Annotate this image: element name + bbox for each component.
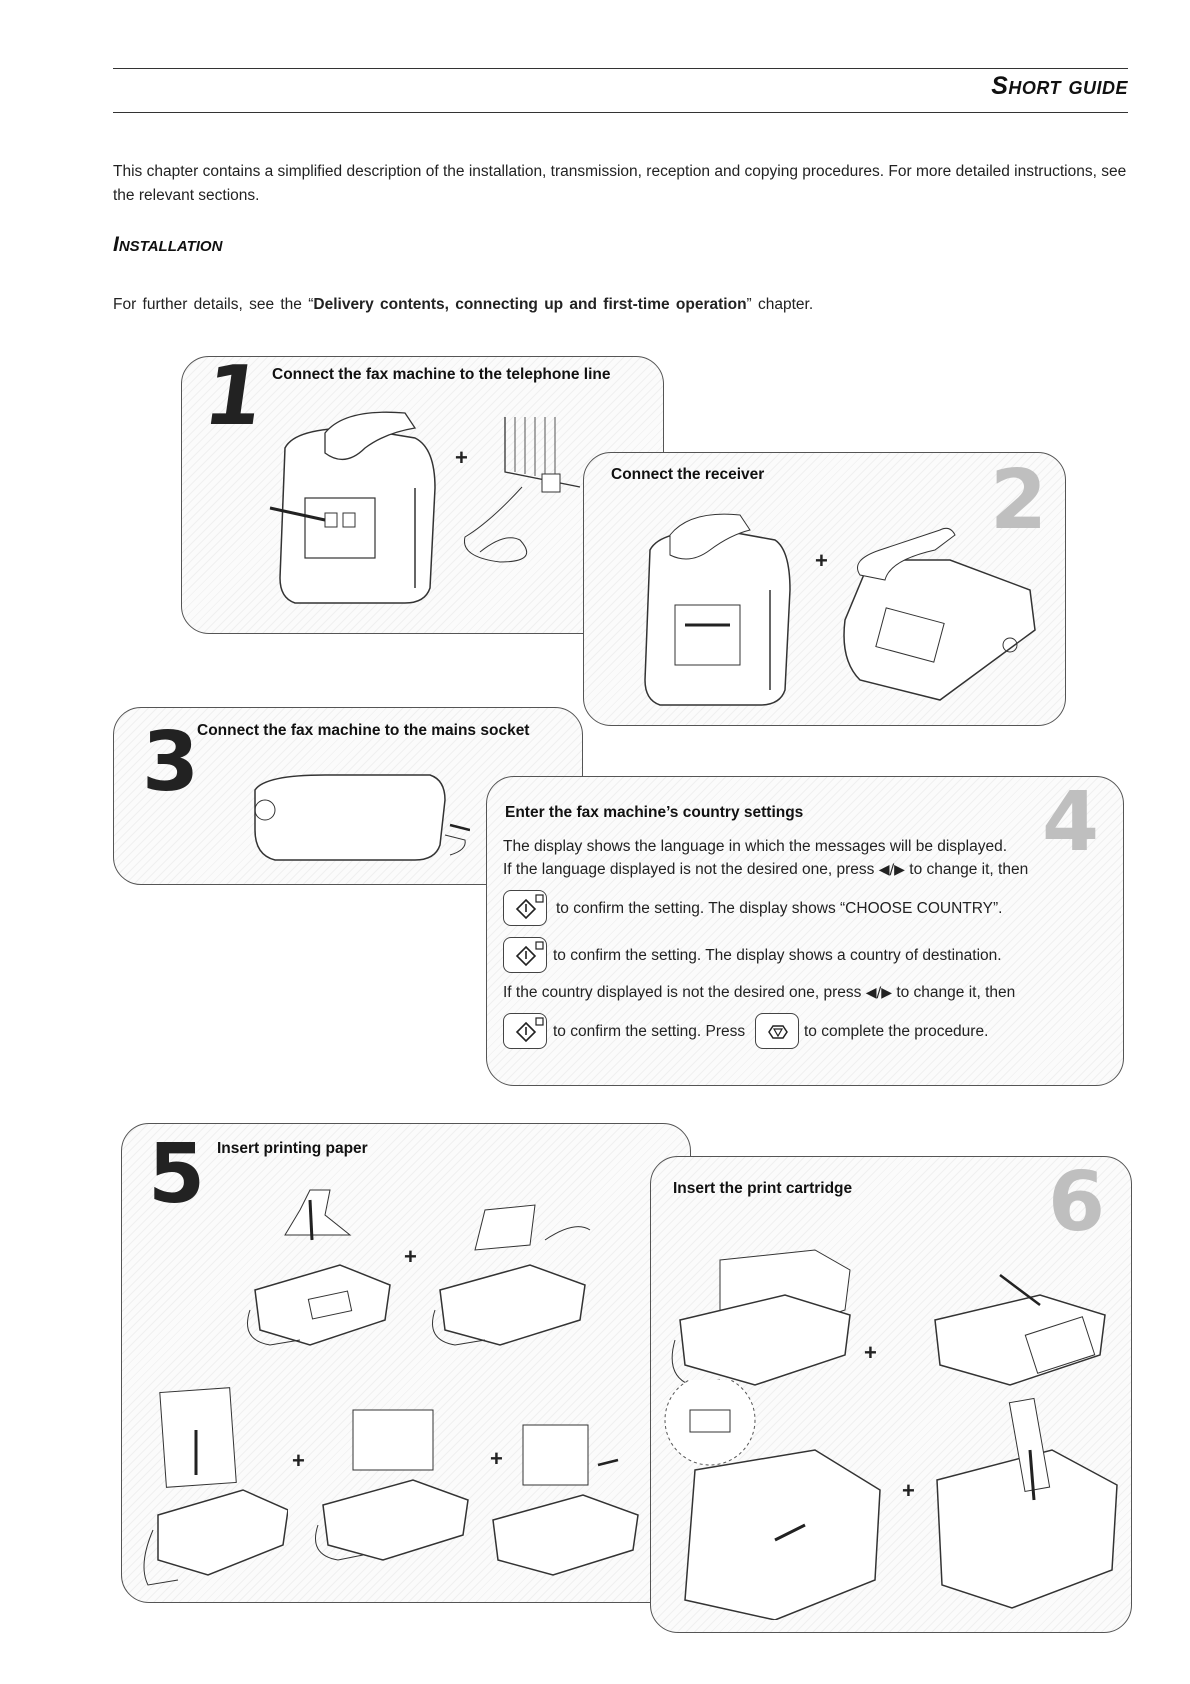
step-4-title: Enter the fax machine’s country settings xyxy=(505,804,804,821)
intro-paragraph: This chapter contains a simplified description of the installation, transmission, reception and copying procedures. For more detailed instructions, see the relevant sections. xyxy=(113,163,1127,204)
step-5-plus-2: + xyxy=(292,1448,305,1473)
start-copy-key-icon xyxy=(503,1013,547,1049)
left-right-arrow-icons: ◀/▶ xyxy=(878,862,905,878)
step-4-line-3: to confirm the setting. The display shows “CHOOSE COUNTRY”. xyxy=(556,900,1003,917)
page-title: Short guide xyxy=(991,72,1128,100)
step-1-number: 1 xyxy=(198,349,269,444)
step-4-line-6a: to confirm the setting. Press xyxy=(553,1023,746,1040)
step-5-plus-3: + xyxy=(490,1446,503,1471)
step-6-plus-1: + xyxy=(864,1340,877,1365)
step-5-title: Insert printing paper xyxy=(217,1140,368,1157)
step-6-number: 6 xyxy=(1048,1155,1106,1250)
fax-mains-cable-illustration xyxy=(245,770,470,865)
chapter-reference: Delivery contents, connecting up and first-time operation xyxy=(313,296,747,313)
section-title-installation: Installation xyxy=(113,233,223,256)
fax-with-handset-illustration xyxy=(830,520,1040,705)
step-2-number: 2 xyxy=(990,453,1048,548)
stop-key-icon xyxy=(755,1013,799,1049)
paper-support-insert-illustration xyxy=(240,1180,400,1350)
step-6-plus-2: + xyxy=(902,1478,915,1503)
step-4-line-6b: to complete the procedure. xyxy=(804,1023,989,1040)
step-5-plus-1: + xyxy=(404,1244,417,1269)
step-4-line-4: to confirm the setting. The display shows a country of destination. xyxy=(553,947,1002,964)
fax-back-illustration xyxy=(265,408,445,608)
step-6-title: Insert the print cartridge xyxy=(673,1180,853,1197)
header-bottom-rule xyxy=(113,112,1128,113)
paper-loaded-illustration xyxy=(478,1420,653,1580)
paper-sheet-insert-illustration xyxy=(128,1380,288,1595)
start-copy-key-icon xyxy=(503,890,547,926)
step-5-number: 5 xyxy=(148,1127,206,1222)
step-4-line-1: The display shows the language in which the messages will be displayed. xyxy=(503,838,1008,855)
step-1-title: Connect the fax machine to the telephone line xyxy=(272,366,611,383)
wall-socket-illustration xyxy=(460,412,590,572)
cartridge-insert-illustration xyxy=(922,1380,1122,1610)
step-4-line-2: If the language displayed is not the desired one, press ◀/▶ to change it, then xyxy=(503,861,1029,878)
step-3-number: 3 xyxy=(142,715,200,810)
step-1-plus: + xyxy=(455,445,468,470)
header-top-rule xyxy=(113,68,1128,69)
step-2-plus: + xyxy=(815,548,828,573)
cartridge-cover-open-illustration xyxy=(665,1240,865,1390)
step-2-title: Connect the receiver xyxy=(611,466,765,483)
paper-guide-adjust-illustration xyxy=(303,1400,478,1565)
installation-details: For further details, see the “Delivery contents, connecting up and first-time operation” chapter. xyxy=(113,296,814,313)
cartridge-compartment-illustration xyxy=(920,1245,1120,1390)
step-4-line-5: If the country displayed is not the desired one, press ◀/▶ to change it, then xyxy=(503,984,1016,1001)
left-right-arrow-icons: ◀/▶ xyxy=(865,985,892,1001)
start-copy-key-icon xyxy=(503,937,547,973)
fax-back-receiver-port-illustration xyxy=(630,510,800,710)
step-3-title: Connect the fax machine to the mains socket xyxy=(197,722,530,739)
cartridge-remove-tape-illustration xyxy=(655,1380,885,1620)
step-4-number: 4 xyxy=(1042,775,1100,870)
paper-support-open-illustration xyxy=(425,1190,595,1350)
